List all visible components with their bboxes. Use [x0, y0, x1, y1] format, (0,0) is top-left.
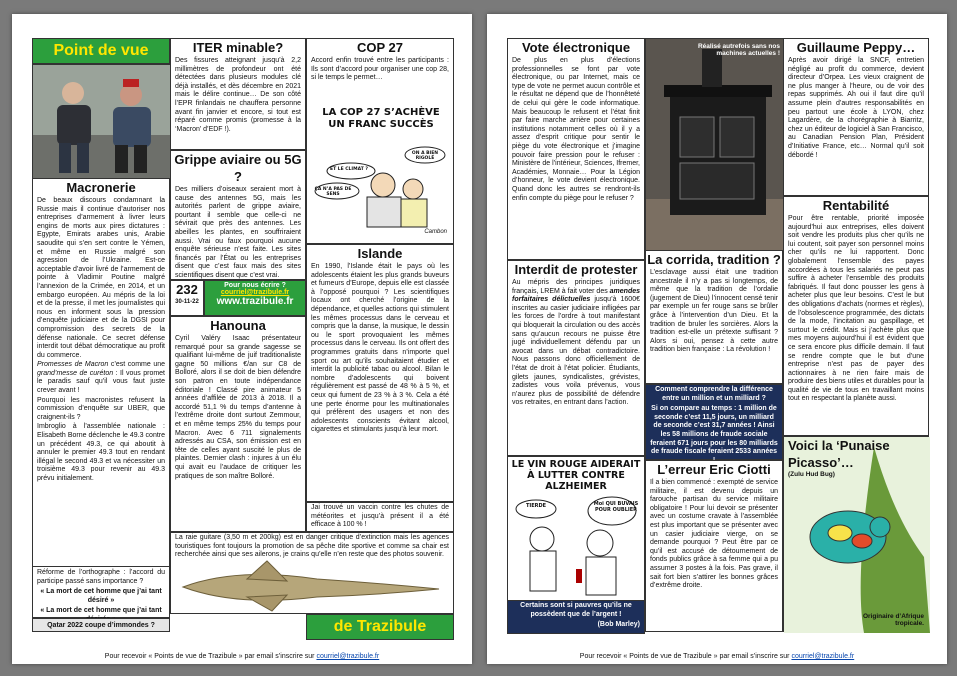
protester-title: Interdit de protester — [514, 262, 638, 277]
newsletter-page-right — [487, 14, 947, 664]
photo-poele — [645, 38, 783, 250]
issue-number: 232 — [176, 282, 198, 297]
protester-text-1: Au mépris des principes juridiques français, LREM à fait voter des — [512, 279, 640, 295]
newsletter-page-left — [12, 14, 472, 664]
raie-illustration — [177, 559, 447, 611]
hanouna-title: Hanouna — [210, 318, 266, 333]
cop27-signature: Cambon — [424, 229, 447, 235]
million-body: Si on compare au temps : 1 million de seconde c’est 11,5 jours, un milliard de seconde c’est 31,7 années ! Ainsi les 58 millions de fraude sociale feraient 671 jours pour les 80 milliards de fraude fiscale feraient 2533 années — [650, 405, 778, 456]
marley-author: (Bob Marley) — [597, 621, 640, 629]
article-peppy — [783, 38, 929, 196]
article-rentabilite — [783, 196, 929, 436]
photo-two-men — [32, 64, 170, 178]
contact-box — [204, 280, 306, 316]
hanouna-body: Cyril Valéry Isaac présentateur remarqué pour sa grande sagesse se qualifiant lui-même de juif traditionaliste gagne 50 millions €/an sur C8 de Bolloré, alors il se doit de bien défendre son patron en toute indépendance éditoriale ! Classé pire animateur 5 années d’affilée de 2013 à 2018. Il a accordé 51,1 % du temps d’antenne à l’extrême droite dont surtout Zemmour, et en même temps 25% du temps pour Macron. Avec 6 711 signalements adressés au CSA, son émission est en tête de celles ayant suscité le plus de plaintes. Dernier clash : injures à un élu qui avait eu l’audace de critiquer les pratiques de son maître Bolloré. — [175, 335, 301, 480]
article-vote — [507, 38, 645, 260]
cop27-body: Accord enfin trouvé entre les participants : Ils sont d’accord pour organiser une cop 28, si le temps le permet… — [311, 57, 449, 82]
iter-title: ITER minable? — [192, 40, 284, 55]
article-macronerie — [32, 178, 170, 596]
macronerie-p2a: Promesses de Macron — [37, 361, 109, 369]
iter-body: Des fissures atteignant jusqu’à 2,2 millimètres de profondeur ont été détectées dans plusieurs modules clé déjà installés, et dès décembre en 2021 mais le délire continue… De son côté l’EPR finlandais ne chauffera personne avant fin janvier et encore, si tout est réparé comme promis (promesse à la ‘Macron’ d’EDF !). — [175, 57, 301, 133]
article-iter — [170, 38, 306, 150]
macronerie-p2c: grand’messe de curéton — [37, 369, 114, 377]
vin-title: LE VIN ROUGE AIDERAIT À LUTTER CONTRE ALZHEIMER — [511, 459, 641, 492]
article-cop27 — [306, 38, 454, 244]
box-million-milliard — [645, 384, 783, 460]
islande-title: Islande — [357, 246, 403, 261]
footer-right-email[interactable]: courriel@trazibule.fr — [791, 653, 855, 660]
ortho-quote-2: « La mort de cet homme que j’ai tant — [40, 607, 162, 615]
islande-body: En 1990, l’Islande était le pays où les adolescents étaient les plus grands buveurs et fumeurs d’Europe, depuis elle est classée à l’opposé pourquoi ? Les scientifiques locaux ont cherché l’origine de la dépendance, et quelles actions qui stimulent les mêmes processus dans le cerveau et compris que la danse, la musique, le dessin ou le sport provoquaient les mêmes processus dans le cerveau. Ils ont offert des programmes gratuits dans n’importe quel sport ou art qu’ils souhaitaient étudier et interdit la publicité tabac ou alcool. Bilan le nombre d’adolescents qui boivent régulièrement est passé de 48 % à 5 %, et ceux qui fument de 23 % à 3 %. Cela a été une perte énorme pour les multinationales qui préfèrent des usagers et non des adolescents conscients évitant alcool, cigarettes et stimulants jusqu’à leur mort. — [311, 263, 449, 434]
protester-text-2: jusqu’à 1600€ inscrites au casier judiciaire infligées par les forces de l’ordre à tout manifestant qui bloquerait la circulation ou des accès sans qu’aucun recours ne puisse être jugé individuellement défendu par un avocat dans un débat contradictoire. Nous passons donc officiellement de l’état de droit à l’état policier. Étudiants, gilets jaunes, syndicalistes, grévistes, zadistes vous voila prévenus, vous n’aurez plus de possibilité de défendre vos retraites, en entrant dans l’action. — [512, 296, 640, 407]
footer-right-text: Pour recevoir « Points de vue de Trazibule » par email s’inscrire sur — [579, 653, 792, 660]
ortho-lead: Réforme de l’orthographe : l’accord du participe passé sans importance ? — [37, 569, 165, 585]
corrida-title: La corrida, tradition ? — [647, 252, 781, 267]
corrida-body: L’esclavage aussi était une tradition ancestrale il n’y a pas si longtemps, de même que la tradition de l’ordalie (jugement de Dieu) l’innocent censé tenir par exemple un fer rouge sans se brûler grâce à l’intervention d’un Dieu. Et la tradition de bruler les sorcières. Alors la tradition est-elle un prétexte suffisant ? Alors si oui, pensez à cette autre tradition bien française : La révolution ! — [650, 269, 778, 354]
contact-label: Pour nous écrire ? — [224, 282, 286, 289]
article-punaise — [783, 436, 929, 632]
cartoon-vin-rouge — [507, 456, 645, 610]
footer-right — [487, 653, 947, 660]
punaise-caption: Originaire d’Afrique tropicale. — [862, 613, 924, 627]
masthead-title-2: de Trazibule — [333, 618, 427, 635]
vaccin-text: Jai trouvé un vaccin contre les chutes de météorites et jusqu’à présent il a été efficace à 100 % ! — [311, 504, 449, 529]
cop27-title: COP 27 — [356, 40, 403, 55]
peppy-body: Après avoir dirigé la SNCF, entretien négligé au profit du commerce, devient directeur d’Orpea. Les vieux craignent de ne plus manger à l’heure, ou de voir des repas supprimés. Ah oui il faut dire qu’il assume plein d’autres responsabilités en peu partout une école à LYON, chez Lagardère, de la chorégraphie à Biarritz, chez un éditeur de logiciel à San Francisco, au Canadian Pension Plan, Président d’Initiative France, etc… Normal qu’il soit débordé ! — [788, 57, 924, 159]
peppy-title: Guillaume Peppy… — [796, 40, 916, 55]
box-vaccin — [306, 502, 454, 532]
poele-illustration — [646, 39, 784, 251]
macronerie-p2b: c’est comme une — [108, 361, 166, 369]
article-raie — [170, 532, 454, 614]
box-orthographe — [32, 566, 170, 618]
raie-body: La raie guitare (3,50 m et 200kg) est en danger critique d’extinction mais les agences touristiques font toujours la promotion de sa pêche dite sportive et comme sa chair est recherchée ainsi que ses ailerons, je crains qu’elle n’en reste que des photos souvenir. — [175, 534, 449, 559]
rentabilite-title: Rentabilité — [822, 198, 890, 213]
punaise-subtitle: (Zulu Hud Bug) — [788, 471, 835, 478]
cop27-bubble-3: ÇA N’A PAS DE SENS — [314, 187, 352, 197]
macronerie-p3: Pourquoi les macronistes refusent la commission d’enquête sur UBER, que craignent-ils ? — [37, 396, 165, 421]
qatar-text: Qatar 2022 coupe d’immondes ? — [47, 622, 155, 629]
article-grippe — [170, 150, 306, 280]
article-ciotti — [645, 460, 783, 632]
vote-title: Vote électronique — [521, 40, 631, 55]
photo-illustration — [33, 65, 171, 179]
article-islande — [306, 244, 454, 502]
macronerie-p2d: : Il vous promet le paradis sauf qu’il vous faut juste crever avant ! — [37, 369, 165, 395]
footer-left-email[interactable]: courriel@trazibule.fr — [316, 653, 380, 660]
cop27-bubble-2: ET LE CLIMAT ? — [330, 167, 368, 172]
vote-body: De plus en plus d’élections professionnelles se font par vote électronique, ou par Internet, mais ce type de vote ne permet aucun contrôle et le résultat ne dépend que de l’honnêteté de celui qui gère le code informatique. Mais beaucoup le refusent et l’état finit par faire marche arrière pour certaines institutions notamment celles où il y a assez d’esprit critique pour sentir le piège du vote électronique et j’imagine pouvoir faire pression pour le refuser : Ministère de l’intérieur, Sciences, Ifremer, Académies, Monnaie… Pour la Légion d’honneur, le vote devient électronique. Quand donc les autres se rendront-ils enfin compte du piège pour le refuser ? — [512, 57, 640, 202]
macronerie-p2 — [37, 361, 165, 395]
macronerie-title: Macronerie — [66, 180, 136, 195]
grippe-title: Grippe aviaire ou 5G ? — [174, 152, 302, 184]
masthead-title: Point de vue — [53, 42, 149, 59]
ciotti-body: Il a bien commencé : exempté de service militaire, il est devenu depuis un farouche partisan du service militaire obligatoire ! Pour lui devoir se présenter avec un costume cravate à l’assemblée est plus important que se présenter avec un casier judiciaire vierge, on se demande pourquoi ? Peut être par ce qu’il est accusé de détournement de fonds publics grâce à sa femme qui a pu assumer 3 postes à la fois. Pas grave, il sait fort bien s’attirer les bonnes grâces d’extrême droite. — [650, 479, 778, 590]
protester-text-em: amendes forfaitaires délictuelles — [512, 287, 641, 304]
article-hanouna — [170, 316, 306, 532]
punaise-title: Voici la ‘Punaise Picasso’… — [788, 438, 890, 470]
contact-website[interactable]: www.trazibule.fr — [216, 296, 294, 307]
million-lead: Comment comprendre la différence entre un million et un milliard ? — [655, 386, 773, 402]
macronerie-p4: Imbroglio à l’assemblée nationale : Elisabeth Borne déclenche le 49.3 contre un précédent 49.3, ce qui aboutit à annuler le premier 49.3 tout en rendant illégal le second 49.3 et va nécessiter un troisième 49.3 pour revenir au 49.3 prévu initialement. — [37, 423, 165, 482]
vin-bubble-a: TIERDE — [525, 503, 547, 509]
vin-bubble-b: Moi QUI BUVAIS POUR OUBLIER — [593, 501, 639, 513]
masthead-point-de-vue — [32, 38, 170, 64]
cop27-cartoon-title: LA COP 27 S’ACHÈVE UN FRANC SUCCÈS — [322, 107, 440, 130]
box-qatar — [32, 618, 170, 632]
contact-email[interactable]: courriel@trazibule.fr — [220, 289, 290, 296]
article-corrida — [645, 250, 783, 384]
issue-date: 30-11-22 — [175, 299, 199, 305]
article-protester — [507, 260, 645, 456]
quote-marley — [507, 600, 645, 634]
marley-quote: Certains sont si pauvres qu’ils ne possèdent que de l’argent ! — [520, 602, 632, 618]
macronerie-body — [33, 196, 169, 486]
macronerie-p1: De beaux discours condamnant la Russie mais il continue d’autoriser nos entreprises d’armement à livrer leurs engins de morts aux pires dictatures : Egypte, Emirats arabes unis, Arabie saoudite qui s’en sert contre le Yémen, et même en Russie malgré son agression de l’Ukraine. Est-ce acceptable d’avoir livré de l’armement de pointe à Vladimir Poutine malgré l’annexion de la Crimée, en 2014, et un embargo européen. Au mépris de la loi et de la presse, il met les journalistes qui nous en informent sous la pression d’enquête judiciaire et de la DGSI pour compromission des secrets de la défense nationale. Ce secret défense interdit tout débat démocratique au profit du commerce. — [37, 197, 165, 359]
ciotti-title: L’erreur Eric Ciotti — [657, 462, 771, 477]
ortho-quote-1: « La mort de cet homme que j’ai tant désiré » — [40, 588, 162, 604]
grippe-body: Des milliers d’oiseaux seraient mort à cause des antennes 5G, mais les autorités parlent de grippe aviaire, pourtant il semble que celle-ci ne sévirait que près des antennes. Les abeilles les plantes, en souffriraient aussi. Vrai ou faux pourquoi aucune enquête sérieuse n’est faite. Les sites financés par l’État ou les entreprises disent que c’est faux mais des sites scientifiques disent que c’est vrai. — [175, 186, 301, 279]
protester-body — [508, 278, 644, 409]
footer-left — [12, 653, 472, 660]
masthead-de-trazibule — [306, 614, 454, 640]
rentabilite-body: Pour être rentable, priorité imposée aujourd’hui aux entreprises, elles doivent soit vendre les produits plus cher qu’ils ne lui coutent, soit payer son personnel moins cher qu’ils ne lui rapportent. Donc globalement l’ensemble des payes accordées à tous les salariés ne peut pas suffire à acheter l’ensemble des produits fabriqués. Il faut donc pousser les gens à acheter plus que leur besoins. C’est le but des obligations d’achats (normes et règles), de l’obsolescence programmée, des dictats de la mode, l’incitation au gaspillage, et surtout le crédit. Mais si j’achète plus que mes moyens aujourd’hui il est évident que ce sera encore plus difficile demain. Il faut se rendre compte que le but d’une entreprise n’est pas de payer des actionnaires à ne rien faire mais de produire des biens utiles et durables pour la qualité de vie de tous en travaillant moins tout en respectant la planète aussi. — [788, 215, 924, 403]
issue-badge — [170, 280, 204, 316]
poele-caption: Réalisé autrefois sans nos machines actuelles ! — [697, 43, 780, 57]
cop27-bubble-1: ON A BIEN RIGOLÉ — [411, 151, 439, 161]
footer-left-text: Pour recevoir « Points de vue de Trazibule » par email s’inscrire sur — [104, 653, 317, 660]
